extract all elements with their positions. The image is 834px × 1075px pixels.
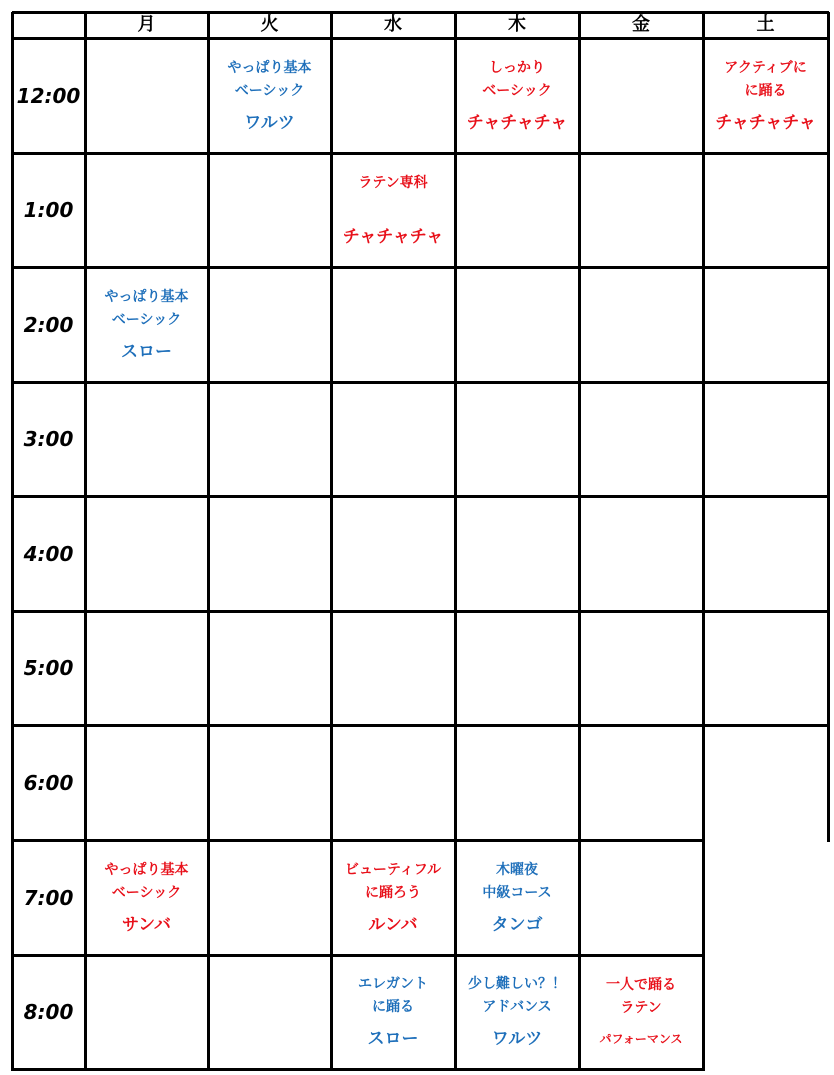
time-header [12, 955, 85, 1069]
class-subtitle: 一人で踊る [606, 977, 676, 993]
class-dance-name: チャチャチャ [715, 112, 816, 133]
class-dance-name: ワルツ [244, 112, 295, 133]
class-dance-name: ルンバ [368, 914, 418, 935]
class-subtitle: ラテン [620, 1000, 662, 1016]
class-dance-name: タンゴ [491, 914, 543, 935]
time-label: 7:00 [23, 885, 74, 910]
class-dance-name: チャチャチャ [342, 226, 444, 247]
time-header [12, 382, 85, 496]
day-label: 月 [137, 14, 156, 35]
class-cell [208, 38, 331, 153]
class-subtitle: ラテン専科 [358, 174, 428, 191]
day-header [579, 12, 703, 38]
class-subtitle: ベーシック [234, 82, 305, 99]
class-subtitle: やっぱり基本 [227, 59, 312, 76]
class-subtitle: エレガント [358, 976, 428, 992]
time-label: 5:00 [23, 656, 74, 680]
class-subtitle: に踊ろう [365, 884, 421, 901]
class-subtitle: やっぱり基本 [104, 288, 189, 305]
time-label: 2:00 [23, 312, 74, 337]
class-cell [703, 38, 828, 153]
class-subtitle: ベーシック [111, 884, 182, 901]
time-header [12, 496, 85, 611]
time-header [12, 38, 85, 153]
time-header [12, 611, 85, 725]
day-header [85, 12, 208, 38]
day-label: 火 [260, 14, 279, 35]
class-dance-name: スロー [367, 1029, 419, 1049]
class-cell [85, 267, 208, 382]
class-subtitle: に踊る [744, 82, 787, 99]
class-subtitle: アドバンス [482, 999, 552, 1015]
class-subtitle: ベーシック [482, 82, 552, 99]
class-cell [455, 840, 579, 955]
time-label: 6:00 [23, 770, 74, 795]
class-cell [331, 955, 455, 1069]
day-label: 土 [756, 14, 775, 35]
class-dance-name: パフォーマンス [599, 1032, 683, 1046]
class-cell [85, 840, 208, 955]
class-dance-name: サンバ [122, 914, 171, 935]
time-header [12, 725, 85, 840]
time-header [12, 840, 85, 955]
day-header [455, 12, 579, 38]
class-dance-name: スロー [121, 341, 172, 362]
class-cell [455, 955, 579, 1069]
class-cell [579, 955, 703, 1069]
class-cell [331, 840, 455, 955]
class-subtitle: ビューティフル [344, 861, 442, 878]
day-label: 水 [384, 14, 402, 35]
class-dance-name: チャチャチャ [466, 112, 568, 133]
class-subtitle: アクティブに [724, 59, 807, 76]
class-subtitle: 少し難しい？！ [468, 976, 566, 992]
time-label: 1:00 [23, 198, 74, 222]
grid-hline [12, 495, 829, 498]
grid-vline [702, 12, 705, 1071]
grid-hline [12, 724, 829, 727]
class-cell [331, 153, 455, 267]
day-label: 金 [632, 14, 650, 35]
day-header [208, 12, 331, 38]
time-header [12, 153, 85, 267]
day-label: 木 [508, 14, 526, 35]
time-label: 4:00 [23, 541, 74, 566]
class-subtitle: 中級コース [482, 884, 552, 901]
class-subtitle: に踊る [372, 999, 414, 1015]
time-label: 12:00 [16, 83, 81, 108]
class-cell [455, 38, 579, 153]
day-header [331, 12, 455, 38]
class-subtitle: 木曜夜 [496, 861, 538, 878]
class-subtitle: やっぱり基本 [104, 861, 189, 878]
class-subtitle: ベーシック [111, 311, 182, 328]
class-subtitle: しっかり [489, 59, 545, 76]
time-label: 3:00 [23, 427, 74, 451]
class-dance-name: ワルツ [491, 1029, 543, 1049]
time-label: 8:00 [23, 1000, 74, 1024]
grid-hline [12, 610, 829, 613]
day-header [703, 12, 828, 38]
time-header [12, 267, 85, 382]
